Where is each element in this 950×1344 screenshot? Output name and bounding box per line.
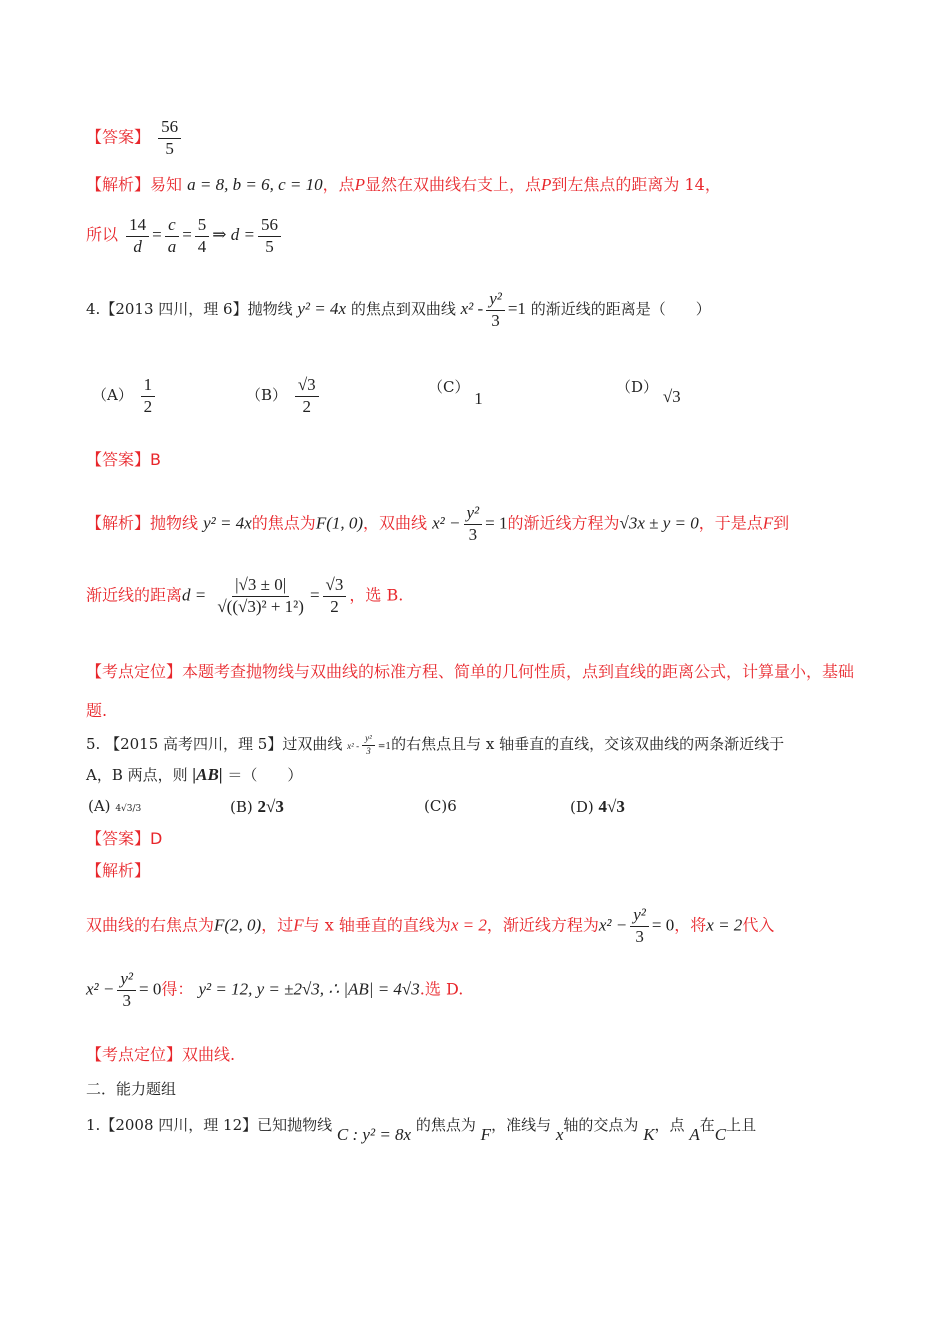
option-value: 6	[447, 797, 457, 815]
analysis-math: x² −	[86, 979, 115, 999]
prev-analysis-line1	[86, 174, 721, 196]
option-label: (C)	[424, 797, 448, 815]
point-p: P	[541, 175, 552, 194]
parabola-eq: y² = 4x	[297, 299, 347, 319]
analysis-text: ，将	[674, 915, 707, 935]
analysis-math: = 0	[651, 915, 675, 935]
option-label: (A)	[88, 797, 111, 815]
frac-den: 5	[165, 138, 174, 158]
q4-analysis-line2	[86, 576, 403, 616]
question-text: 的焦点为	[415, 1116, 476, 1134]
analysis-text: 抛物线	[150, 513, 199, 533]
analysis-math: F	[293, 915, 304, 935]
option-label: （B）	[246, 386, 288, 405]
fraction	[117, 970, 136, 1010]
analysis-math: x = 2	[450, 915, 487, 935]
q5-answer	[86, 828, 162, 850]
analysis-text: 代入	[742, 915, 775, 935]
fraction	[323, 576, 347, 616]
analysis-label: 【解析】	[86, 513, 151, 533]
q4-analysis-line1	[86, 504, 789, 544]
frac-num: 5	[195, 216, 210, 237]
question-text: 的右焦点且与 x 轴垂直的直线，交该双曲线的两条渐近线于	[391, 735, 785, 753]
analysis-text: ，选 B.	[349, 585, 404, 605]
fraction	[214, 576, 307, 616]
frac-den: 3	[491, 310, 500, 330]
frac-num: y²	[486, 290, 505, 311]
fraction	[486, 290, 505, 330]
parabola-eq: C : y² = 8x	[336, 1125, 412, 1144]
keypoint-text: 题.	[86, 701, 108, 720]
frac-num: y²	[117, 970, 136, 991]
question-source: 【2013 四川，理 6】	[100, 300, 248, 319]
question-number: 4.	[86, 300, 101, 319]
question-text: ，准线与	[491, 1116, 552, 1134]
question-text: 的渐近线的距离是（ ）	[530, 300, 711, 319]
analysis-math: x = 2	[706, 915, 743, 935]
s2-q1-stem	[86, 1114, 757, 1144]
q4-keypoint-line2	[86, 700, 107, 722]
analysis-math: y² = 12, y = ±2√3, ∴ |AB| = 4√3	[198, 979, 420, 999]
frac-num: 56	[258, 216, 281, 237]
q4-option-b[interactable]	[246, 376, 322, 416]
hyperbola-eq-rhs: =1	[377, 742, 392, 752]
option-value: 4√3	[598, 797, 625, 816]
frac-den: d	[133, 236, 142, 256]
question-source: 【2008 四川，理 12】	[100, 1116, 258, 1134]
question-text: 的焦点到双曲线	[350, 300, 456, 319]
q5-option-b[interactable]	[230, 797, 284, 817]
focus-f: F	[480, 1125, 492, 1144]
question-text: 抛物线	[247, 300, 293, 319]
q4-option-c[interactable]	[428, 376, 483, 408]
fraction	[126, 216, 149, 256]
q5-analysis-line1	[86, 906, 774, 946]
fraction	[195, 216, 210, 256]
hyperbola-eq: x² -	[347, 741, 360, 751]
option-label: （C）	[428, 378, 470, 396]
analysis-text: 的渐近线方程为	[507, 513, 620, 533]
analysis-math: F(2, 0)	[214, 915, 262, 935]
question-number: 1.	[86, 1116, 101, 1134]
analysis-label: 【解析】	[86, 175, 151, 194]
question-text: ，点	[654, 1116, 685, 1134]
q4-keypoint-line1	[86, 661, 854, 683]
frac-den: 5	[265, 236, 274, 256]
analysis-math: y² = 4x	[203, 513, 252, 533]
analysis-text: 渐近线的距离	[86, 585, 183, 605]
frac-num: 56	[158, 118, 181, 139]
analysis-text: 得：	[161, 979, 194, 999]
prev-answer-line	[86, 118, 184, 158]
option-label: (B)	[230, 798, 253, 816]
frac-num: √3	[323, 576, 347, 597]
q5-analysis-line2	[86, 970, 463, 1010]
hyperbola-eq: x² -	[460, 299, 484, 319]
answer-value: B	[150, 450, 161, 469]
option-label: （A）	[92, 386, 133, 405]
frac-den: 3	[366, 745, 371, 756]
analysis-text: ，双曲线	[363, 513, 428, 533]
analysis-math: = 1	[485, 513, 508, 533]
analysis-text: ，于是点	[698, 513, 763, 533]
answer-label: 【答案】	[86, 829, 151, 848]
frac-den: 3	[122, 990, 131, 1010]
q5-keypoint	[86, 1044, 235, 1066]
frac-num: y²	[464, 504, 483, 525]
frac-den: 2	[330, 596, 339, 616]
frac-den: 4	[197, 236, 207, 256]
answer-fraction	[158, 118, 181, 158]
section-title-text: 二．能力题组	[86, 1080, 177, 1098]
keypoint-text: 本题考查抛物线与双曲线的标准方程、简单的几何性质，点到直线的距离公式，计算量小，基础	[182, 662, 855, 681]
answer-value: D	[150, 829, 163, 848]
question-text: 已知抛物线	[257, 1116, 333, 1134]
analysis-text: 到	[773, 513, 790, 533]
analysis-text: 显然在双曲线右支上，点	[365, 175, 542, 194]
frac-num: 1	[141, 376, 156, 397]
option-label: （D）	[616, 378, 659, 396]
question-text: ＝（ ）	[227, 766, 303, 784]
q5-stem-line2	[86, 764, 302, 786]
analysis-math: =	[309, 585, 320, 605]
option-value: 4√3/3	[115, 804, 142, 814]
question-text: 上且	[726, 1116, 757, 1134]
analysis-text: 所以	[86, 225, 119, 245]
analysis-text: 双曲线的右焦点为	[86, 915, 215, 935]
keypoint-label: 【考点定位】	[86, 1045, 183, 1064]
question-source: 【2015 高考四川，理 5】	[105, 735, 283, 753]
frac-den: 3	[468, 524, 478, 544]
analysis-math: x² −	[432, 513, 461, 533]
analysis-text: ，过	[261, 915, 294, 935]
fraction	[258, 216, 281, 256]
point-p: P	[354, 175, 365, 194]
analysis-text: ，点	[322, 175, 355, 194]
curve-c: C	[714, 1125, 727, 1144]
q5-stem-line1	[86, 733, 784, 758]
q4-answer	[86, 449, 161, 471]
option-value: 1	[474, 389, 483, 408]
q5-option-a[interactable]	[88, 797, 141, 815]
analysis-text: 的焦点为	[251, 513, 316, 533]
q4-stem	[86, 290, 711, 330]
abs-ab: |AB|	[192, 765, 223, 784]
q4-option-d[interactable]	[616, 376, 681, 406]
analysis-math: F(1, 0)	[315, 513, 364, 533]
question-number: 5.	[86, 735, 101, 753]
fraction	[141, 376, 156, 416]
q4-option-a[interactable]	[92, 376, 158, 416]
analysis-math: a = 8, b = 6, c = 10	[187, 175, 323, 194]
frac-den: 2	[302, 396, 311, 416]
option-label: (D)	[570, 798, 594, 816]
analysis-text: ，渐近线方程为	[486, 915, 599, 935]
q5-option-c[interactable]	[424, 797, 457, 815]
implies-d: ⇒ d =	[212, 225, 256, 245]
q5-option-d[interactable]	[570, 797, 625, 817]
q5-analysis-label	[86, 860, 150, 882]
analysis-math: d =	[182, 585, 207, 605]
analysis-math: x² −	[598, 915, 628, 935]
section-title	[86, 1078, 176, 1100]
frac-num: c	[165, 216, 179, 237]
keypoint-label: 【考点定位】	[86, 662, 183, 681]
analysis-label: 【解析】	[86, 861, 151, 880]
analysis-math: F	[762, 513, 774, 533]
frac-den: √((√3)² + 1²)	[217, 596, 304, 616]
frac-num: √3	[295, 376, 319, 397]
question-text: A，B 两点，则	[86, 766, 188, 784]
fraction	[165, 216, 180, 256]
option-value: 2√3	[257, 797, 284, 816]
fraction	[630, 906, 649, 946]
frac-num: |√3 ± 0|	[232, 576, 289, 597]
frac-num: 14	[126, 216, 149, 237]
answer-label: 【答案】	[86, 450, 151, 469]
analysis-math: √3x ± y = 0	[619, 513, 699, 533]
prev-analysis-line2: 所以 $\frac{14}{d}$ = $\frac{c}{a}$ = $\frac{5}{4}$ ⇒ d = $\frac{56}{5}$	[86, 216, 284, 256]
frac-num: y²	[630, 906, 649, 927]
point-a: A	[689, 1125, 700, 1144]
option-value: √3	[662, 387, 681, 406]
fraction	[295, 376, 319, 416]
hyperbola-eq-rhs: =1	[507, 299, 526, 319]
axis-x: x	[555, 1125, 564, 1144]
fraction	[362, 734, 375, 757]
frac-den: 2	[143, 396, 153, 416]
answer-label: 【答案】	[86, 127, 151, 147]
analysis-text: .选 D.	[419, 979, 464, 999]
analysis-text: 易知	[150, 175, 183, 194]
frac-den: a	[167, 236, 177, 256]
analysis-math: = 0	[139, 979, 162, 999]
question-text: 过双曲线	[282, 735, 343, 753]
fraction	[464, 504, 483, 544]
question-text: 轴的交点为	[563, 1116, 639, 1134]
point-k: K	[643, 1125, 655, 1144]
question-text: 在	[699, 1116, 715, 1134]
analysis-text: 到左焦点的距离为 14，	[551, 175, 721, 194]
analysis-text: 与 x 轴垂直的直线为	[303, 915, 451, 935]
keypoint-text: 双曲线.	[182, 1045, 236, 1064]
frac-den: 3	[635, 926, 644, 946]
frac-num: y²	[362, 734, 375, 746]
